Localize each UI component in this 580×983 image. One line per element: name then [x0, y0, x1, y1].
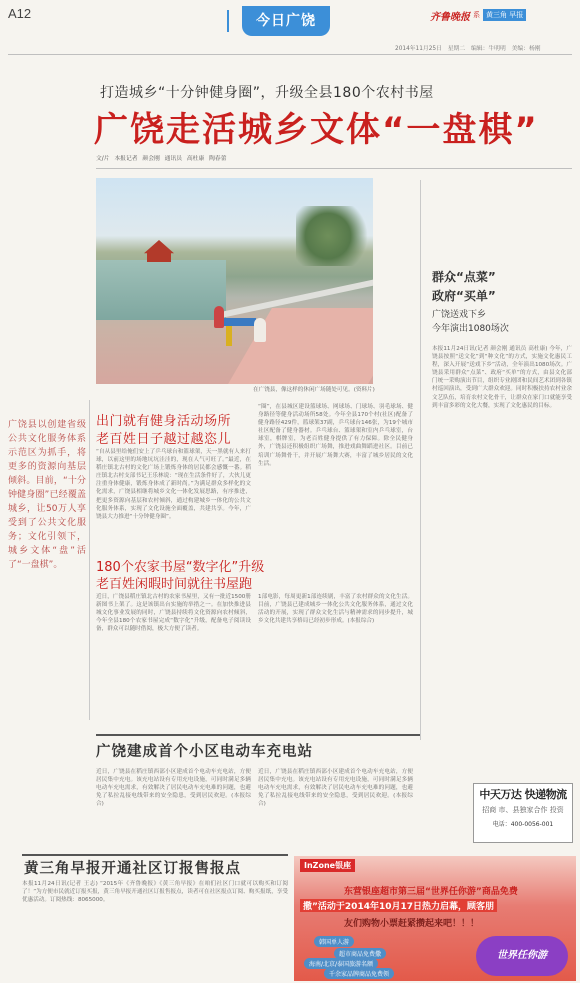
column-divider	[420, 180, 421, 740]
body-column-1: “自从县里给俺们安上了乒乓球台和篮球架，天一黑就有人来打球，以前这里的场地坑坑洼洼的，现在人气可旺了。”最近，在稻庄镇北古村的文化广场上锻炼身体的居民都会感慨一番。稻庄镇北古村支部书记王乐林说：“现在生活条件好了，大伙儿更注重身体健康，锻炼身体成了新时尚。”为满足群众多样化的文化需求，广饶县相继将城乡文化一体化发展思路，有序推进，把更多资源向基层和农村倾斜，通过构建城乡一体化的公共文化服务体系，实现了文化设施全面覆盖，共建共享。今年，广饶县大力推进“十分钟健身圈”。	[96, 449, 251, 520]
masthead-series: 系	[473, 11, 480, 19]
classified-ad-phone: 电话：400-0056-001	[492, 821, 554, 828]
right-headline-1: 群众“点菜”	[432, 270, 496, 284]
story-headline: 广饶走活城乡文体“一盘棋”	[94, 110, 539, 150]
supermarket-ad-logo: InZone银座	[300, 859, 355, 872]
supermarket-ad-badges	[304, 936, 444, 978]
story-byline: 文/片 本报记者 颜会刚 通讯员 高杜康 陶春蕾	[96, 156, 227, 162]
right-subhead-1: 广饶送戏下乡	[432, 310, 487, 320]
ev-story-body-1: 近日，广饶县在稻庄镇西部小区建成首个电动车充电站，方便居民集中充电。该充电站设有专用充电设施，可同时满足多辆电动车充电需求，有效解决了居民电动车充电难的问题，也避免了私拉乱接电线带来的安全隐患，受到居民欢迎。(本报综合)	[96, 769, 251, 808]
ad-badge: 海南/北京/泰国旅游名额	[304, 958, 378, 969]
supermarket-ad-line-2: 撒”活动于2014年10月17日热力启幕，顾客朋	[300, 899, 497, 912]
bottom-story-body: 本报11月24日讯(记者 王志) “2015年《齐鲁晚报》《黄三角早报》在咱们社区门口就可以购买和订阅了！”为方便市民就近订报买报，黄三角早报开通社区订报售报点，读者可在社区报点订阅、购买报纸，享受优惠活动。订阅热线：8065000。	[22, 881, 288, 904]
masthead-logo: 齐鲁晚报	[430, 11, 470, 23]
story-photo	[96, 178, 373, 384]
ev-story-rule	[96, 734, 420, 736]
header-rule	[8, 54, 572, 55]
photo-trees	[296, 206, 373, 266]
photo-table-leg	[226, 326, 232, 346]
photo-water	[96, 260, 226, 320]
bottom-story-headline: 黄三角早报开通社区订报售报点	[24, 861, 241, 877]
body-column-4: 1部电影，每周更新1部连续剧，丰富了农村群众的文化生活。目前，广饶县已建成城乡一体化公共文化服务体系，通过文化活动的开展，实现了群众文化生活与精神需求的同步提升，城乡文化共建共享格局已经初步形成。(本报综合)	[258, 594, 413, 625]
classified-ad-subtitle: 招商 市、县独家合作 投资	[482, 806, 564, 814]
body-column-3: 近日，广饶县稻庄镇北古村的农家书屋里，又有一批近1500册新图书上架了。这是该镇出台实施的举措之一。在加快推进县城文化事业发展的同时，广饶县持续将文化资源向农村倾斜，今年全县180个农家书屋完成“数字化”升级，配备电子阅读设备，群众可以随时借阅，极大方便了读者。	[96, 594, 251, 633]
photo-pavilion	[144, 240, 174, 262]
photo-person	[214, 306, 224, 328]
subhead-library-1: 180个农家书屋“数字化”升级	[96, 560, 265, 575]
subhead-library-2: 老百姓闲暇时间就往书屋跑	[96, 577, 253, 592]
ad-badge: 超市商品免费撒	[334, 948, 386, 959]
classified-ad-title: 中天万达 快递物流	[479, 788, 567, 801]
body-column-2: “圈”，在县城区建设篮球场、网球场、门球场、羽毛球场、健身路径等健身活动场所58处。今年全县170个村(社区)配备了健身路径429件，篮球架37副，乒乓球台146张，为19个城市社区配备了健身器材。乒乓球台、篮球架和室内乒乓球室，台球室，棋牌室，为老百姓健身提供了有力保障。除全民健身外，广饶县还积极组织广场舞，推进戏曲舞蹈进社区。目前已培训广场舞骨干，并开展广场舞大赛，丰富了城乡居民的文化生活。	[258, 404, 413, 467]
ev-story-body-2: 近日，广饶县在稻庄镇西部小区建成首个电动车充电站，方便居民集中充电。该充电站设有专用充电设施，可同时满足多辆电动车充电需求，有效解决了居民电动车充电难的问题，也避免了私拉乱接电线带来的安全隐患，受到居民欢迎。(本报综合)	[258, 769, 413, 808]
supermarket-ad-line-3: 友们购物小票赶紧攒起来吧！！！	[344, 919, 480, 929]
column-divider	[89, 400, 90, 720]
photo-person	[254, 318, 266, 342]
section-tab-bracket	[227, 10, 241, 32]
ad-badge: 千余家品牌商品免费领	[324, 968, 394, 979]
right-body: 本报11月24日讯(记者 颜会刚 通讯员 高杜康) 今年，广饶县按照“送文化”到“种文化”的方式，实施文化惠民工程，深入开展“送戏下乡”活动，全年演出1080场次。广饶县采用群众“点菜”、政府“买单”的方式，由县文化部门统一采购演出节目，组织专业剧团和民间艺术团到各镇村巡回演出，受到广大群众欢迎。同时积极扶持农村业余文艺队伍，培育农村文化骨干，让群众在家门口就能享受到丰富多彩的文化大餐，实现了文化惠民的目标。	[432, 346, 572, 409]
masthead-badge: 黄三角 早报	[483, 9, 526, 21]
section-tab: 今日广饶	[242, 6, 330, 36]
page-number: A12	[8, 6, 32, 21]
ev-story-headline: 广饶建成首个小区电动车充电站	[96, 744, 313, 760]
masthead	[430, 6, 526, 24]
supermarket-ad	[294, 856, 576, 981]
subhead-fitness-1: 出门就有健身活动场所	[96, 414, 232, 429]
subhead-fitness-2: 老百姓日子越过越恣儿	[96, 432, 232, 447]
dateline: 2014年11月25日 星期二 编辑：牛明明 美编：杨刚	[395, 46, 541, 52]
right-headline-2: 政府“买单”	[432, 289, 496, 303]
supermarket-ad-line-1: 东营银座超市第三届“世界任你游”商品免费	[344, 887, 518, 897]
bottom-story-rule	[22, 854, 288, 856]
supermarket-ad-bubble: 世界任你游	[476, 936, 568, 976]
byline-rule	[96, 168, 572, 169]
ad-badge: 韩国单人游	[314, 936, 354, 947]
story-intro: 广饶县以创建省级公共文化服务体系示范区为抓手，将更多的资源向基层倾斜。目前，“十分钟健身圈”已经覆盖城乡，让50万人享受到了公共文化服务；文化引领下，城乡文体“盘”活了“一盘棋”。	[8, 420, 86, 570]
classified-ad	[473, 783, 573, 843]
story-kicker: 打造城乡“十分钟健身圈”，升级全县180个农村书屋	[100, 85, 434, 101]
photo-caption: 在广饶县，像这样的休闲广场随处可见。(资料片)	[253, 387, 375, 393]
right-subhead-2: 今年演出1080场次	[432, 324, 509, 334]
